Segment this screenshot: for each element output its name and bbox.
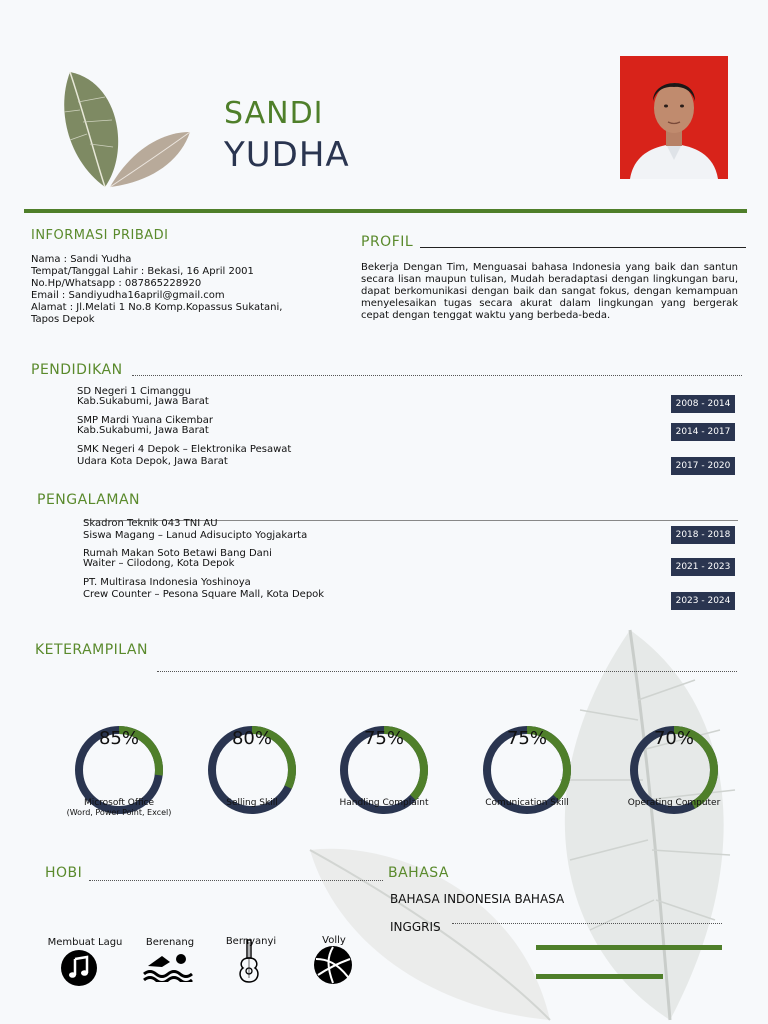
- skill-label: [309, 798, 459, 808]
- personal-phone: No.Hp/Whatsapp : 087865228920: [31, 278, 202, 289]
- skill-label: [452, 798, 602, 808]
- education-location: Kab.Sukabumi, Jawa Barat: [77, 396, 209, 407]
- skill-percent: 75%: [363, 728, 404, 749]
- personal-email: Email : Sandiyudha16april@gmail.com: [31, 290, 225, 301]
- skill-name: Handling Complaint: [339, 798, 429, 808]
- education-item: [77, 387, 417, 407]
- profile-text: Bekerja Dengan Tim, Menguasai bahasa Indonesia yang baik dan santun secara lisan maupun tulisan, Mudah beradaptasi dengan lingkungan baru, dapat berkomunikasi dengan baik dan sangat fokus, dengan kemampuan menyelesaikan tugas secara akurat dalam lingkungan yang bergerak cepat dengan tenggat waktu yang berbeda-beda.: [361, 262, 738, 321]
- experience-role: Waiter – Cilodong, Kota Depok: [83, 558, 235, 569]
- skill-label: [177, 798, 327, 808]
- experience-role: Siswa Magang – Lanud Adisucipto Yogjakarta: [83, 530, 308, 541]
- experience-item: [83, 518, 443, 542]
- experience-item: [83, 577, 443, 601]
- education-title: PENDIDIKAN: [31, 362, 123, 378]
- education-school: SMP Mardi Yuana Cikembar: [77, 415, 213, 426]
- education-location: Udara Kota Depok, Jawa Barat: [77, 456, 228, 467]
- profile-title: PROFIL: [361, 234, 414, 250]
- skill-name: Comunication Skill: [485, 798, 569, 808]
- experience-company: PT. Multirasa Indonesia Yoshinoya: [83, 577, 251, 588]
- music-note-icon: [60, 949, 98, 987]
- personal-info-block: [31, 254, 331, 326]
- skills-title: KETERAMPILAN: [35, 642, 148, 658]
- skill-percent: 85%: [98, 728, 139, 749]
- hobby-label: Volly: [322, 935, 346, 946]
- skill-subtitle: (Word, Power Point, Excel): [66, 808, 172, 817]
- experience-years: 2018 - 2018: [671, 526, 735, 544]
- personal-address-2: Tapos Depok: [31, 314, 95, 325]
- language-level-bar: [536, 974, 663, 979]
- skill-percent: 70%: [653, 728, 694, 749]
- education-location: Kab.Sukabumi, Jawa Barat: [77, 425, 209, 436]
- education-title-line: [132, 375, 742, 376]
- skill-name: Operating Computer: [627, 798, 721, 808]
- language-line-1: BAHASA INDONESIA BAHASA: [390, 892, 565, 906]
- skill-label: [599, 798, 749, 808]
- language-line-2: INGGRIS: [390, 920, 441, 934]
- education-years: 2008 - 2014: [671, 395, 735, 413]
- education-years: 2017 - 2020: [671, 457, 735, 475]
- education-school: SMK Negeri 4 Depok – Elektronika Pesawat: [77, 444, 292, 455]
- language-level-bar: [536, 945, 722, 950]
- guitar-icon: [234, 938, 264, 984]
- personal-birth: Tempat/Tanggal Lahir : Bekasi, 16 April 2001: [31, 266, 254, 277]
- education-years: 2014 - 2017: [671, 423, 735, 441]
- hobbies-title: HOBI: [45, 865, 83, 881]
- personal-name: Nama : Sandi Yudha: [31, 254, 132, 265]
- hobby-label: Membuat Lagu: [47, 937, 123, 948]
- experience-item: [83, 549, 443, 569]
- skill-name: Microsoft Office: [83, 798, 155, 808]
- last-name: YUDHA: [224, 135, 350, 175]
- education-item: [77, 444, 417, 468]
- profile-title-line: [420, 247, 746, 248]
- experience-company: Skadron Teknik 043 TNI AU: [83, 518, 218, 529]
- first-name: SANDI: [224, 96, 324, 131]
- profile-photo: [620, 56, 728, 179]
- hobby-label: Berenang: [145, 937, 195, 948]
- experience-role: Crew Counter – Pesona Square Mall, Kota Depok: [83, 589, 325, 600]
- swimming-icon: [142, 950, 194, 982]
- experience-company: Rumah Makan Soto Betawi Bang Dani: [83, 548, 272, 559]
- hobbies-title-line: [89, 880, 383, 881]
- leaf-logo-icon: [50, 62, 195, 192]
- education-item: [77, 416, 417, 436]
- skills-title-line: [157, 671, 737, 672]
- experience-title: PENGALAMAN: [37, 492, 141, 508]
- personal-info-title: INFORMASI PRIBADI: [31, 228, 169, 243]
- skill-label: [44, 798, 194, 818]
- experience-years: 2023 - 2024: [671, 592, 735, 610]
- skill-percent: 80%: [231, 728, 272, 749]
- skill-percent: 75%: [506, 728, 547, 749]
- skill-name: Selling Skill: [226, 798, 278, 808]
- volleyball-icon: [313, 945, 353, 985]
- personal-address: Alamat : Jl.Melati 1 No.8 Komp.Kopassus Sukatani,: [31, 302, 283, 313]
- header-divider: [24, 209, 747, 213]
- education-school: SD Negeri 1 Cimanggu: [77, 386, 191, 397]
- languages-title: BAHASA: [388, 865, 450, 881]
- hobby-label: Bernyanyi: [225, 936, 277, 947]
- language-line: [452, 923, 722, 924]
- experience-years: 2021 - 2023: [671, 558, 735, 576]
